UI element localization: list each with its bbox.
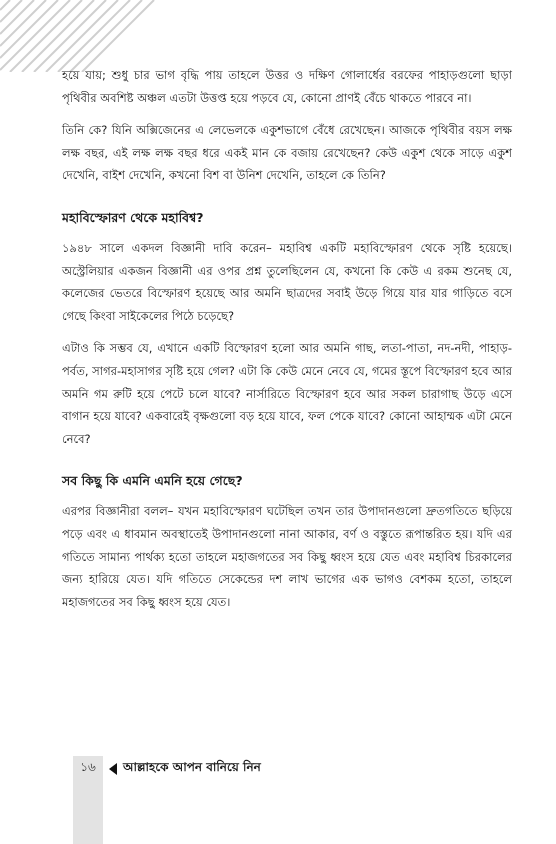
book-title: আল্লাহকে আপন বানিয়ে নিন <box>123 760 261 774</box>
paragraph: ১৯৪৮ সালে একদল বিজ্ঞানী দাবি করেন– মহাবিশ্ব একটি মহাবিস্ফোরণ থেকে সৃষ্টি হয়েছে। অস্ট্রেলিয়ার একজন বিজ্ঞানী এর ওপর প্রশ্ন তুলেছিলেন যে, কখনো কি কেউ এ রকম শুনেছ যে, কলেজের ভেতরে বিস্ফোরণ হয়েছে আর অমনি ছাত্রদের সবাই উড়ে গিয়ে যার যার গাড়িতে বসে গেছে কিংবা সাইকেলের পিঠে চড়েছে? <box>62 240 512 323</box>
triangle-left-icon <box>109 763 117 775</box>
section-heading: সব কিছু কি এমনি এমনি হয়ে গেছে? <box>62 473 243 489</box>
page-footer <box>73 756 261 782</box>
paragraph: তিনি কে? যিনি অক্সিজেনের এ লেভেলকে একুশভাগে বেঁধে রেখেছেন। আজকে পৃথিবীর বয়স লক্ষ লক্ষ বছর, এই লক্ষ লক্ষ বছর ধরে একই মান কে বজায় রেখেছেন? কেউ একুশ থেকে সাড়ে একুশ দেখেনি, বাইশ দেখেনি, কখনো বিশ বা উনিশ দেখেনি, তাহলে কে তিনি? <box>62 123 512 183</box>
section-heading: মহাবিস্ফোরণ থেকে মহাবিশ্ব? <box>62 209 204 225</box>
paragraph: হয়ে যায়; শুধু চার ভাগ বৃদ্ধি পায় তাহলে উত্তর ও দক্ষিণ গোলার্ধের বরফের পাহাড়গুলো ছাড়া পৃথিবীর অবশিষ্ট অঞ্চল এতটা উত্তপ্ত হয়ে পড়বে যে, কোনো প্রাণই বেঁচে থাকতে পারবে না। <box>62 68 512 105</box>
corner-hatch-decoration <box>0 0 160 72</box>
page-body <box>62 64 512 623</box>
paragraph: এরপর বিজ্ঞানীরা বলল– যখন মহাবিস্ফোরণ ঘটেছিল তখন তার উপাদানগুলো দ্রুতগতিতে ছড়িয়ে পড়ে এবং এ ধাবমান অবস্থাতেই উপাদানগুলো নানা আকার, বর্ণ ও বস্তুতে রূপান্তরিত হয়। যদি এর গতিতে সামান্য পার্থক্য হতো তাহলে মহাজগতের সব কিছু ধ্বংস হয়ে যেত এবং মহাবিশ্ব চিরকালের জন্য হারিয়ে যেত। যদি গতিতে সেকেন্ডের দশ লাখ ভাগের এক ভাগও বেশকম হতো, তাহলে মহাজগতের সব কিছু ধ্বংস হয়ে যেত। <box>62 504 512 609</box>
paragraph: এটাও কি সম্ভব যে, এখানে একটি বিস্ফোরণ হলো আর অমনি গাছ, লতা-পাতা, নদ-নদী, পাহাড়-পর্বত, সাগর-মহাসাগর সৃষ্টি হয়ে গেল? এটা কি কেউ মেনে নেবে যে, গমের স্তূপে বিস্ফোরণ হবে আর অমনি গম রুটি হয়ে পেটে চলে যাবে? নার্সারিতে বিস্ফোরণ হবে আর সকল চারাগাছ উড়ে এসে বাগান হয়ে যাবে? একবারেই বৃক্ষগুলো বড় হয়ে যাবে, ফল পেকে যাবে? কোনো আহাম্মক এটা মেনে নেবে? <box>62 341 512 446</box>
page-number: ১৬ <box>80 760 96 774</box>
